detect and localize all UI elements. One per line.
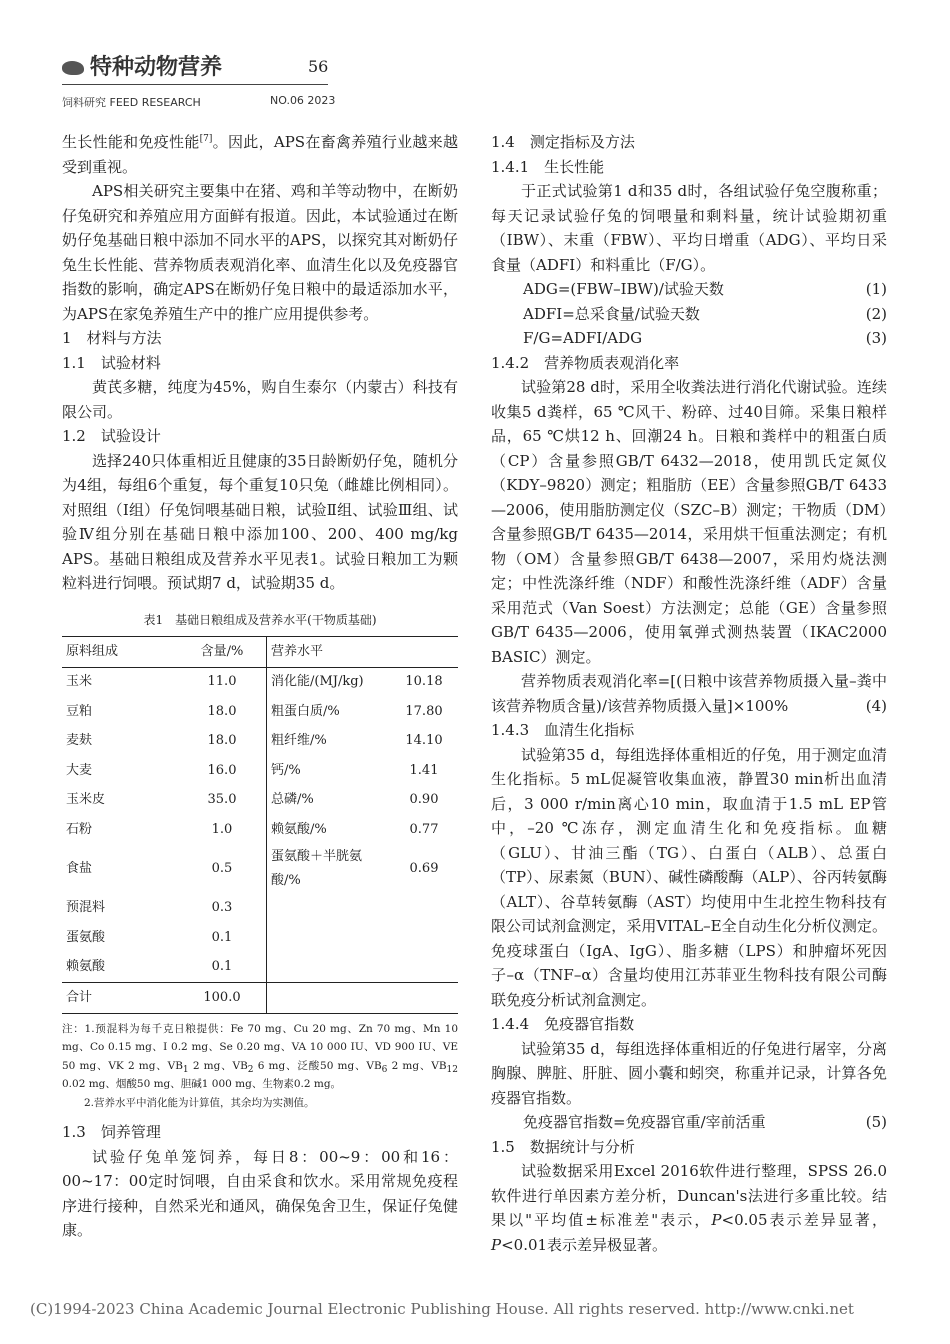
subsection-heading: 1.2 试验设计: [62, 427, 161, 445]
table-cell: 0.69: [409, 860, 439, 876]
table-cell: 35.0: [207, 792, 237, 807]
table-row: [62, 845, 458, 894]
table-cell: 预混料: [66, 900, 106, 915]
subsection-heading: 1.4.1 生长性能: [491, 157, 605, 176]
table-cell: 0.77: [409, 821, 439, 837]
table-cell: 麦麸: [66, 733, 93, 748]
table-cell: 赖氨酸/%: [267, 815, 391, 845]
table-cell: 大麦: [66, 762, 93, 778]
table-cell: 食盐: [66, 860, 93, 876]
right-column: [491, 130, 887, 1257]
table-cell: 粗纤维/%: [267, 727, 391, 757]
table-row: [62, 697, 458, 727]
table-cell: [267, 983, 391, 1014]
table-header: 营养水平: [267, 637, 391, 668]
rabbit-logo-icon: [62, 61, 84, 75]
table-cell: [267, 894, 391, 924]
equation: 营养物质表观消化率=[(日粮中该营养物质摄入量–粪中该营养物质含量)/该营养物质摄入量]×100% (4): [491, 672, 887, 715]
journal-logo-text: 特种动物营养: [90, 55, 223, 80]
table-row: [62, 727, 458, 757]
table-row: [62, 815, 458, 845]
table-row: [62, 894, 458, 924]
table-cell: 11.0: [207, 674, 237, 689]
paragraph: 试验第35 d，每组选择体重相近的仔兔进行屠宰，分离胸腺、脾脏、肝脏、圆小囊和蚓突，称重并记录，计算各免疫器官指数。: [491, 1039, 887, 1107]
table-cell: 10.18: [405, 674, 443, 689]
table-cell: 合计: [62, 983, 178, 1014]
equation: 免疫器官指数=免疫器官重/宰前活重 (5): [523, 1113, 887, 1131]
table-header: 含量/%: [178, 637, 267, 668]
table-note: 注：1.预混料为每千克日粮提供：Fe 70 mg、Cu 20 mg、Zn 70 mg、Mn 10 mg、Co 0.15 mg、I 0.2 mg、Se 0.20 mg、VA 10 000 IU、VD 900 IU、VE 50 mg、VK 2 mg、$VB_1$ 2 mg、$VB_2$ 6 mg、泛酸50 mg、$VB_6$ 2 mg、$VB_{12}$ 0.02 mg、烟酸50 mg、胆碱1 000 mg、生物素0.2 mg。: [62, 1022, 458, 1090]
section-heading: 1 材料与方法: [62, 329, 162, 347]
table-cell: [390, 923, 458, 953]
table-row: [62, 786, 458, 816]
table-cell: 16.0: [207, 762, 237, 778]
table-cell: 豆粕: [66, 703, 93, 719]
equation: ADG=(FBW–IBW)/试验天数 (1): [523, 280, 887, 298]
subsection-heading: 1.1 试验材料: [62, 353, 161, 372]
subsection-heading: 1.3 饲养管理: [62, 1123, 161, 1141]
table-cell: 0.90: [409, 792, 439, 807]
subsection-heading: 1.5 数据统计与分析: [491, 1137, 635, 1156]
diet-composition-table: [62, 636, 458, 1014]
paragraph: APS相关研究主要集中在猪、鸡和羊等动物中，在断奶仔兔研究和养殖应用方面鲜有报道。因此，本试验通过在断奶仔兔基础日粮中添加不同水平的APS，以探究其对断奶仔兔生长性能、营养物质表观消化率、血清生化以及免疫器官指数的影响，确定APS在断奶仔兔日粮中的最适添加水平，为APS在家兔养殖生产中的推广应用提供参考。: [62, 182, 458, 323]
paragraph: 试验第28 d时，采用全收粪法进行消化代谢试验。连续收集5 d粪样，65 ℃风干、粉碎、过40目筛。采集日粮样品，65 ℃烘12 h、回潮24 h。日粮和粪样中的粗蛋白质（CP）含量参照GB/T 6432—2018，使用凯氏定氮仪（KDY–9820）测定；粗脂肪（EE）含量参照GB/T 6433—2006，使用脂肪测定仪（SZC–B）测定；干物质（DM）含量参照GB/T 6435—2014，采用烘干恒重法测定；有机物（OM）含量参照GB/T 6438—2007，采用灼烧法测定；中性洗涤纤维（NDF）和酸性洗涤纤维（ADF）含量采用范式（Van Soest）方法测定；总能（GE）含量参照GB/T 6435—2006，使用氧弹式测热装置（IKAC2000 BASIC）测定。: [491, 378, 887, 666]
table-row: [62, 667, 458, 697]
table-cell: 石粉: [66, 821, 93, 837]
table-cell: 0.3: [211, 900, 233, 915]
table-cell: 14.10: [405, 733, 443, 748]
table-caption: 表1 基础日粮组成及营养水平(干物质基础): [143, 612, 377, 627]
subsection-heading: 1.4.4 免疫器官指数: [491, 1015, 635, 1033]
table-row: [62, 953, 458, 983]
table-cell: [267, 953, 391, 983]
journal-logo: [62, 50, 222, 81]
equation: F/G=ADFI/ADG (3): [523, 329, 887, 347]
paragraph: 于正式试验第1 d和35 d时，各组试验仔兔空腹称重；每天记录试验仔兔的饲喂量和剩料量，统计试验期初重（IBW）、末重（FBW）、平均日增重（ADG）、平均日采食量（ADFI）和料重比（F/G）。: [491, 182, 887, 274]
table-cell: 蛋氨酸: [66, 929, 106, 945]
table-cell: 1.0: [211, 821, 233, 837]
table-row: [62, 923, 458, 953]
table-cell: 18.0: [207, 733, 237, 748]
table-cell: 玉米: [66, 674, 93, 689]
table-row: [62, 756, 458, 786]
table-cell: [390, 894, 458, 924]
table-note: 2.营养水平中消化能为计算值，其余均为实测值。: [84, 1096, 315, 1109]
table-cell: 0.5: [211, 860, 233, 876]
table-header: 原料组成: [62, 637, 178, 668]
subsection-heading: 1.4 测定指标及方法: [491, 133, 635, 151]
paragraph: 试验第35 d，每组选择体重相近的仔兔，用于测定血清生化指标。5 mL促凝管收集血液，静置30 min析出血清后，3 000 r/min离心10 min，取血清于1.5 mL EP管中，–20 ℃冻存，测定血清生化和免疫指标。血糖（GLU）、甘油三酯（TG）、白蛋白（ALB）、总蛋白（TP）、尿素氮（BUN）、碱性磷酸酶（ALP）、谷丙转氨酶（ALT）、谷草转氨酶（AST）均使用中生北控生物科技有限公司试剂盒测定，采用VITAL–E全自动生化分析仪测定。免疫球蛋白（IgA、IgG）、脂多糖（LPS）和肿瘤坏死因子–α（TNF–α）含量均使用江苏菲亚生物科技有限公司酶联免疫分析试剂盒测定。: [491, 745, 887, 1009]
table-row: [62, 983, 458, 1014]
table-cell: [267, 923, 391, 953]
table-header: [390, 637, 458, 668]
header-divider: [62, 84, 328, 85]
table-cell: 0.1: [211, 959, 233, 974]
reference-link[interactable]: [7]: [199, 134, 213, 144]
equation: ADFI=总采食量/试验天数 (2): [523, 304, 887, 323]
table-cell: 消化能/(MJ/kg): [267, 667, 391, 697]
table-cell: 赖氨酸: [66, 959, 106, 974]
table-cell: 钙/%: [267, 756, 391, 786]
table-cell: 17.80: [405, 703, 443, 719]
table-cell: 玉米皮: [66, 792, 106, 807]
table-cell: 粗蛋白质/%: [267, 697, 391, 727]
table-cell: [390, 953, 458, 983]
subsection-heading: 1.4.3 血清生化指标: [491, 721, 635, 739]
table-cell: [390, 983, 458, 1014]
subsection-heading: 1.4.2 营养物质表观消化率: [491, 353, 680, 372]
paragraph: 试验仔兔单笼饲养，每日8：00~9：00和16：00~17：00定时饲喂，自由采食和饮水。采用常规免疫程序进行接种，自然采光和通风，确保兔舍卫生，保证仔兔健康。: [62, 1147, 458, 1239]
table-cell: 0.1: [211, 929, 233, 945]
table-cell: 100.0: [178, 983, 267, 1014]
paragraph: 黄芪多糖，纯度为45%，购自生泰尔（内蒙古）科技有限公司。: [62, 378, 458, 421]
page-number: 56: [308, 57, 329, 76]
left-column: [62, 130, 458, 1243]
journal-name: 饲料研究 FEED RESEARCH: [62, 96, 201, 109]
copyright-footer: (C)1994-2023 China Academic Journal Electronic Publishing House. All rights reserved. http://www.cnki.net: [30, 1300, 854, 1318]
issue-number: NO.06 2023: [270, 94, 336, 107]
table-cell: 1.41: [409, 762, 439, 778]
table-cell: 总磷/%: [267, 786, 391, 816]
table-cell: 蛋氨酸＋半胱氨酸/%: [267, 845, 391, 894]
paragraph: 选择240只体重相近且健康的35日龄断奶仔兔，随机分为4组，每组6个重复，每个重复10只兔（雌雄比例相同）。对照组（Ⅰ组）仔兔饲喂基础日粮，试验Ⅱ组、试验Ⅲ组、试验Ⅳ组分别在基础日粮中添加100、200、400 mg/kg APS。基础日粮组成及营养水平见表1。试验日粮加工为颗粒料进行饲喂。预试期7 d，试验期35 d。: [62, 451, 458, 592]
paragraph: 生长性能和免疫性能[7]。因此，APS在畜禽养殖行业越来越受到重视。: [62, 133, 458, 176]
paragraph: 试验数据采用Excel 2016软件进行整理，SPSS 26.0软件进行单因素方差分析，Duncan's法进行多重比较。结果以"平均值±标准差"表示，P<0.05表示差异显著，P<0.01表示差异极显著。: [491, 1162, 888, 1254]
table-cell: 18.0: [207, 703, 237, 719]
